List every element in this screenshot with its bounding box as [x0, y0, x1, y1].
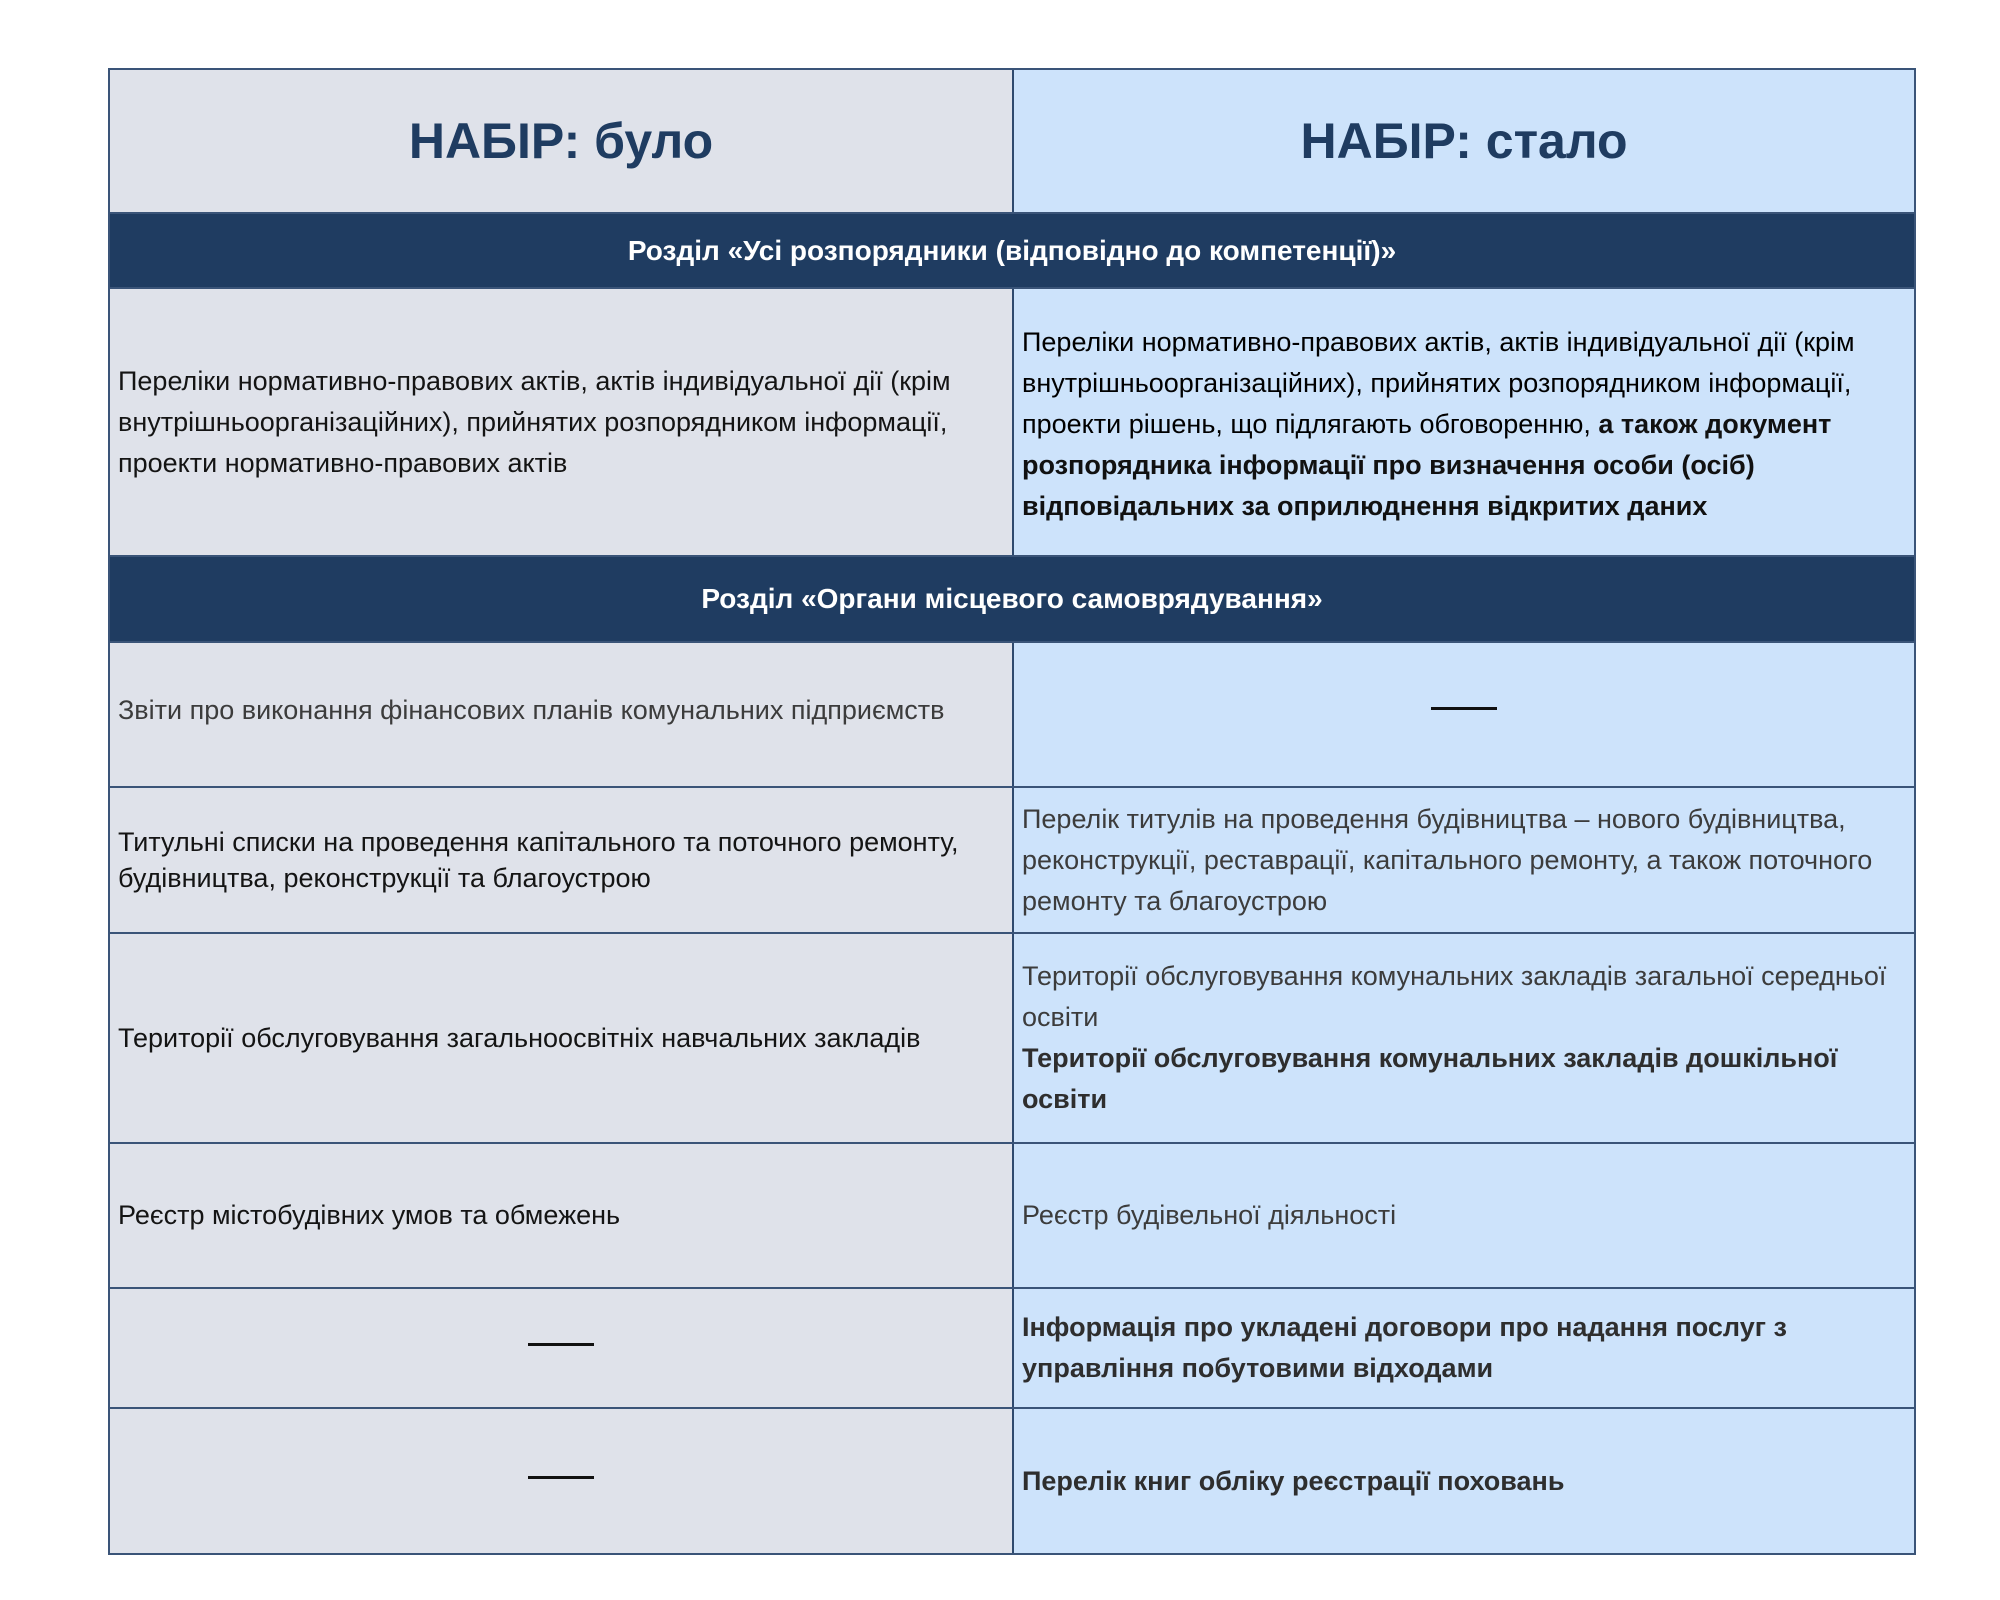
- table-row: [110, 788, 1914, 934]
- cell-text: Переліки нормативно-правових актів, актів індивідуальної дії (крім внутрішньоорганізаційних), прийнятих розпорядником інформації, проекти нормативно-правових актів: [118, 365, 951, 478]
- header-cell-before: [110, 70, 1014, 212]
- cell-before: [110, 934, 1014, 1142]
- cell-text: Території обслуговування загальноосвітніх навчальних закладів: [118, 1023, 921, 1053]
- cell-after: [1014, 934, 1914, 1142]
- section-bar-local-government: [110, 557, 1914, 643]
- header-cell-after: [1014, 70, 1914, 212]
- empty-dash: [528, 1476, 594, 1479]
- cell-after: [1014, 643, 1914, 786]
- empty-dash: [528, 1343, 594, 1346]
- empty-dash: [1431, 707, 1497, 710]
- section-bar-all-managers: [110, 214, 1914, 289]
- cell-text-regular: Території обслуговування комунальних закладів загальної середньої освіти: [1022, 961, 1887, 1032]
- cell-before: [110, 289, 1014, 555]
- header-title-after: НАБІР: стало: [1300, 113, 1628, 169]
- section-title: Розділ «Усі розпорядники (відповідно до компетенції)»: [627, 234, 1397, 266]
- comparison-table: [108, 68, 1916, 1555]
- header-row: [110, 70, 1914, 214]
- cell-after: [1014, 1289, 1914, 1407]
- cell-text: Звіти про виконання фінансових планів комунальних підприємств: [118, 695, 945, 725]
- cell-after: [1014, 289, 1914, 555]
- table-row: [110, 1409, 1914, 1553]
- cell-text-group: [1022, 956, 1906, 1120]
- cell-after: [1014, 1409, 1914, 1553]
- header-title-before: НАБІР: було: [408, 113, 714, 169]
- cell-before: [110, 643, 1014, 786]
- cell-before: [110, 1144, 1014, 1287]
- cell-before: [110, 1289, 1014, 1407]
- cell-before: [110, 1409, 1014, 1553]
- cell-text: Перелік титулів на проведення будівництва – нового будівництва, реконструкції, реставрації, капітального ремонту, а також поточного ремонту та благоустрою: [1022, 803, 1873, 916]
- cell-text-added-bold: Території обслуговування комунальних закладів дошкільної освіти: [1022, 1043, 1838, 1114]
- cell-after: [1014, 1144, 1914, 1287]
- table-row: [110, 1144, 1914, 1289]
- table-row: [110, 934, 1914, 1144]
- cell-after: [1014, 788, 1914, 932]
- cell-text: Реєстр містобудівних умов та обмежень: [118, 1200, 621, 1230]
- cell-text: Перелік книг обліку реєстрації поховань: [1022, 1465, 1565, 1496]
- table-row: [110, 1289, 1914, 1409]
- cell-text: Титульні списки на проведення капітального та поточного ремонту, будівництва, реконструкції та благоустрою: [118, 827, 959, 893]
- cell-text: [1022, 322, 1906, 527]
- table-row: [110, 289, 1914, 557]
- cell-text-added-bold: а також документ розпорядника інформації про визначення особи (осіб) відповідальних за оприлюднення відкритих даних: [1022, 408, 1832, 521]
- cell-before: [110, 788, 1014, 932]
- cell-text-regular: Переліки нормативно-правових актів, актів індивідуальної дії (крім внутрішньоорганізаційних), прийнятих розпорядником інформації, проекти рішень, що підлягають обговоренню,: [1022, 326, 1855, 439]
- cell-text: Інформація про укладені договори про надання послуг з управління побутовими відходами: [1022, 1312, 1787, 1383]
- cell-text: Реєстр будівельної діяльності: [1022, 1200, 1397, 1230]
- table-row: [110, 643, 1914, 788]
- section-title: Розділ «Органи місцевого самоврядування»: [701, 583, 1323, 614]
